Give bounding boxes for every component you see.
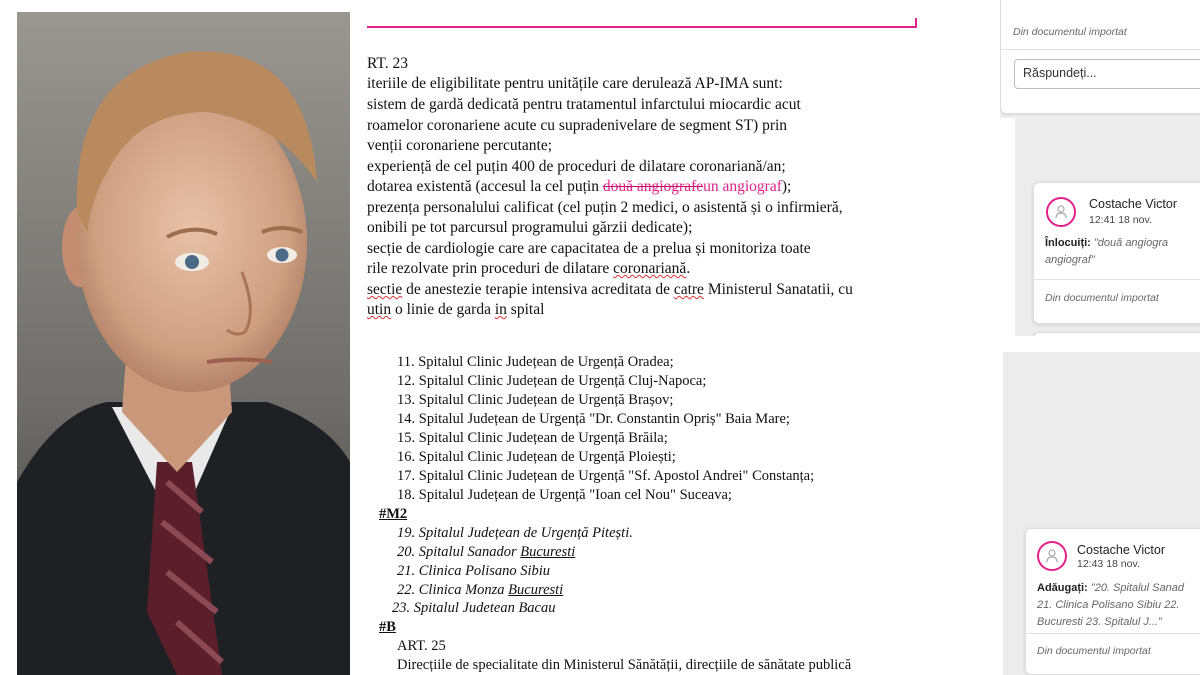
portrait-illustration xyxy=(17,12,350,675)
comment-body: "20. Spitalul Sanad xyxy=(1087,582,1184,594)
hospital-item: 14. Spitalul Județean de Urgență "Dr. Constantin Opriș" Baia Mare; xyxy=(397,411,790,427)
rezolvate-line xyxy=(367,259,690,279)
inserted-text: de anestezie terapie intensiva acreditata de xyxy=(402,281,674,298)
article-25-heading: ART. 25 xyxy=(397,638,446,654)
comment-source: Din documentul importat xyxy=(1013,26,1127,38)
hospital-item: 15. Spitalul Clinic Județean de Urgență Brăila; xyxy=(397,430,668,446)
hospital-item: 12. Spitalul Clinic Județean de Urgență Cluj-Napoca; xyxy=(397,373,707,389)
comment-author: Costache Victor xyxy=(1077,543,1166,557)
comment-text xyxy=(1037,580,1200,631)
hospital-item: 11. Spitalul Clinic Județean de Urgență Oradea; xyxy=(397,354,674,370)
article-23-heading: RT. 23 xyxy=(367,55,408,72)
tracked-deletion[interactable]: două angiografe xyxy=(602,178,704,195)
comment-text xyxy=(1045,235,1200,269)
comment-action: Adăugați: xyxy=(1037,582,1088,594)
comment-body: 21. Clinica Polisano Sibiu 22. xyxy=(1037,599,1180,611)
spellcheck-word: sectie xyxy=(367,281,403,298)
comment-card[interactable] xyxy=(1000,0,1200,114)
spellcheck-word: coronariană xyxy=(613,260,687,277)
inserted-hospital-item[interactable] xyxy=(397,580,563,600)
comment-pane-bottom xyxy=(1003,352,1200,675)
hospital-item: 17. Spitalul Clinic Județean de Urgență "Sf. Apostol Andrei" Constanța; xyxy=(397,468,815,484)
hospital-item: 13. Spitalul Clinic Județean de Urgență Brașov; xyxy=(397,392,674,408)
comment-source: Din documentul importat xyxy=(1037,645,1151,657)
document-viewer xyxy=(350,0,925,675)
inserted-hospital-item[interactable]: 21. Clinica Polisano Sibiu xyxy=(397,563,551,579)
dotarea-prefix: dotarea existentă (accesul la cel puțin xyxy=(367,178,603,195)
inserted-text-line[interactable] xyxy=(367,300,544,320)
revision-bar xyxy=(367,26,917,28)
hospital-item: 16. Spitalul Clinic Județean de Urgență Ploiești; xyxy=(397,449,676,465)
reply-input[interactable]: Răspundeți... xyxy=(1014,59,1200,89)
inserted-hospital-item[interactable]: 23. Spitalul Judetean Bacau xyxy=(392,600,556,616)
inserted-text: o linie de garda xyxy=(391,301,495,318)
divider xyxy=(1034,279,1200,280)
hospital-item: 19. Spitalul Județean de Urgență Pitești. xyxy=(397,525,633,541)
eligibility-line: sistem de gardă dedicată pentru tratamentul infarctului miocardic acut xyxy=(367,96,801,113)
inserted-text-line[interactable] xyxy=(367,280,853,300)
inserted-hospital-item[interactable] xyxy=(397,542,575,562)
tracked-insertion[interactable]: un angiograf xyxy=(703,178,782,195)
comment-card[interactable] xyxy=(1033,182,1200,324)
inserted-text: spital xyxy=(506,301,545,318)
eligibility-line: experiență de cel puțin 400 de proceduri de dilatare coronariană/an; xyxy=(367,158,786,175)
comment-body: angiograf" xyxy=(1045,254,1095,266)
personal-line: secție de cardiologie care are capacitatea de a prelua și monitoriza toate xyxy=(367,240,811,257)
eligibility-line: roamelor coronariene acute cu supradenivelare de segment ST) prin xyxy=(367,117,788,134)
dotarea-suffix: ); xyxy=(781,178,792,195)
comment-source: Din documentul importat xyxy=(1045,292,1159,304)
divider xyxy=(1026,633,1200,634)
dotarea-line xyxy=(367,177,791,197)
comment-time: 12:43 18 nov. xyxy=(1077,558,1140,570)
comment-body: Bucuresti 23. Spitalul J..." xyxy=(1037,616,1162,628)
portrait-photo xyxy=(17,12,350,675)
comment-time: 12:41 18 nov. xyxy=(1089,214,1152,226)
spellcheck-word: catre xyxy=(673,281,704,298)
inserted-text: Bucuresti xyxy=(520,544,576,560)
inserted-text: 20. Spitalul Sanador xyxy=(397,544,521,560)
inserted-text: 22. Clinica Monza xyxy=(397,582,509,598)
marker-m2-link[interactable]: #M2 xyxy=(379,506,408,522)
eligibility-line: iteriile de eligibilitate pentru unitățile care derulează AP-IMA sunt: xyxy=(367,75,783,92)
inserted-text: Bucuresti xyxy=(508,582,564,598)
user-avatar-icon xyxy=(1046,197,1076,227)
comment-author: Costache Victor xyxy=(1089,197,1178,211)
comment-action: Înlocuiți: xyxy=(1045,237,1091,249)
personal-line: prezența personalului calificat (cel puțin 2 medici, o asistentă și o infirmieră, xyxy=(367,199,843,216)
article-25-text: Direcțiile de specialitate din Ministerul Sănătății, direcțiile de sănătate publică xyxy=(397,657,852,673)
inserted-text: Ministerul Sanatatii, cu xyxy=(703,281,853,298)
comment-pane-top xyxy=(1000,0,1200,118)
eligibility-line: venții coronariene percutante; xyxy=(367,137,553,154)
comment-pane-middle xyxy=(1015,118,1200,336)
divider xyxy=(1001,49,1200,50)
personal-line: onibili pe tot parcursul programului gărzii dedicate); xyxy=(367,219,693,236)
rezolvate-suffix: . xyxy=(686,260,691,277)
comment-card[interactable] xyxy=(1025,528,1200,675)
marker-b-link[interactable]: #B xyxy=(379,619,396,635)
rezolvate-prefix: rile rezolvate prin proceduri de dilatare xyxy=(367,260,614,277)
user-avatar-icon xyxy=(1037,541,1067,571)
spellcheck-word: utin xyxy=(367,301,392,318)
spellcheck-word: in xyxy=(494,301,507,318)
comment-body: "două angiogra xyxy=(1090,237,1169,249)
hospital-item: 18. Spitalul Județean de Urgență "Ioan cel Nou" Suceava; xyxy=(397,487,732,503)
comment-card-next[interactable] xyxy=(1033,332,1200,336)
